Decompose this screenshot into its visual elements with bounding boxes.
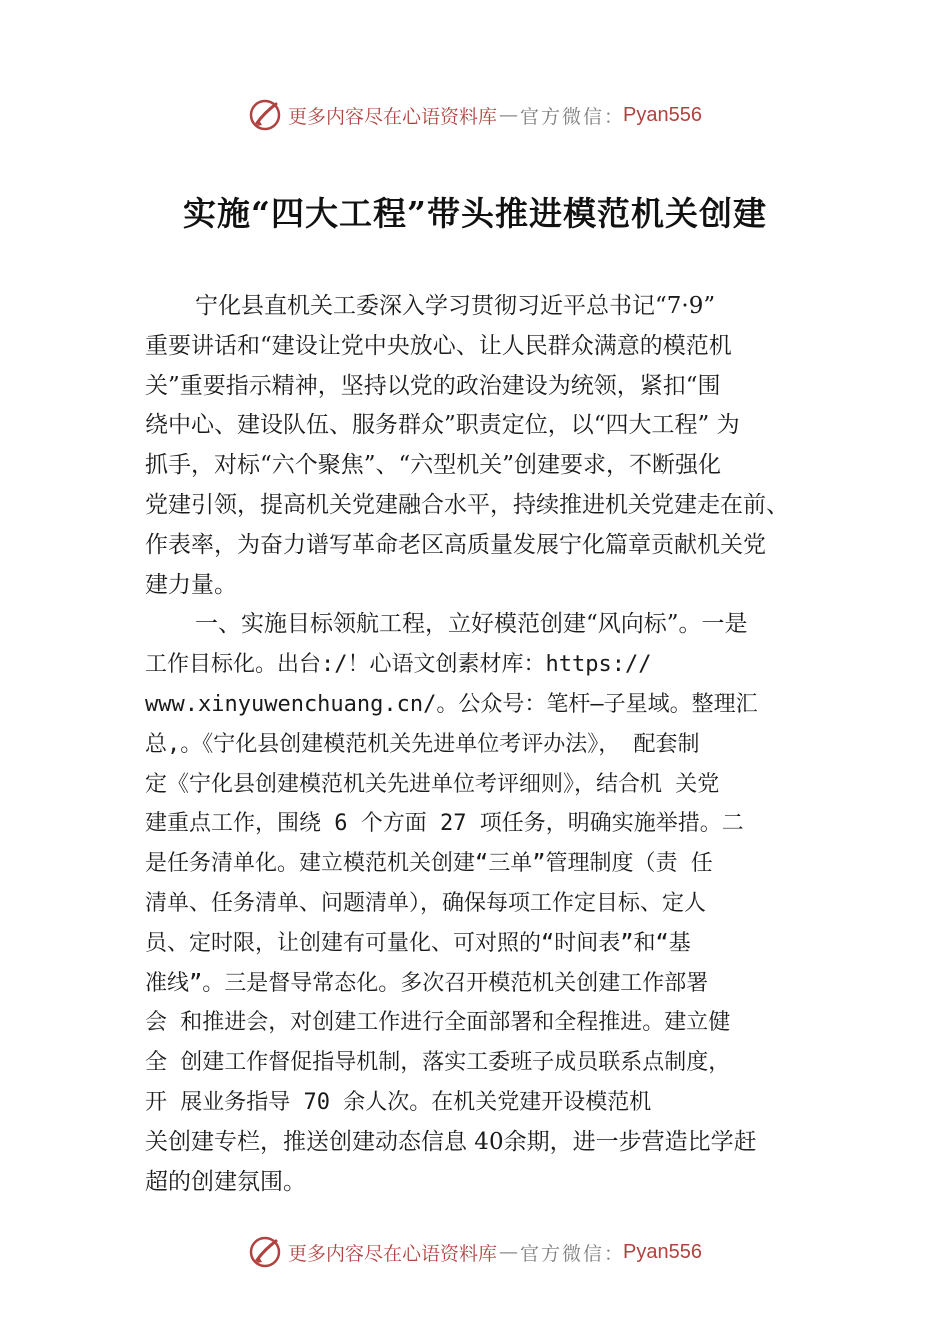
body-line: 全 创建工作督促指导机制，落实工委班子成员联系点制度，: [145, 1050, 731, 1076]
body-line: 作表率，为奋力谱写革命老区高质量发展宁化篇章贡献机关党: [145, 531, 766, 558]
body-line: 清单、任务清单、问题清单），确保每项工作定目标、定人: [145, 890, 707, 916]
banner-wechat-label: 官方微信: [520, 105, 605, 128]
body-line: 是任务清单化。建立模范机关创建“三单”管理制度（责 任: [145, 851, 713, 877]
body-line: 工作目标化。出台:/！心语文创素材库：https://: [145, 652, 652, 678]
body-line: 开 展业务指导 70 余人次。在机关党建开设模范机: [145, 1089, 652, 1115]
banner-dash: —: [499, 104, 518, 126]
banner-dash: —: [499, 1241, 518, 1263]
footer-banner: [0, 1232, 950, 1272]
brush-logo-icon: [248, 98, 282, 132]
body-line: 绕中心、建设队伍、服务群众”职责定位，以“四大工程” 为: [145, 412, 740, 439]
body-line: 关”重要指示精神，坚持以党的政治建设为统领，紧扣“围: [145, 372, 721, 399]
banner-account: Pyan556: [623, 1240, 702, 1263]
banner-wechat-label: 官方微信: [520, 1242, 605, 1265]
body-line: 抓手，对标“六个聚焦”、“六型机关”创建要求，不断强化: [145, 452, 722, 479]
banner-account: Pyan556: [623, 103, 702, 126]
brush-logo-icon: [248, 1235, 282, 1269]
banner-colon: ：: [604, 1242, 624, 1265]
body-line: 一、实施目标领航工程，立好模范创建“风向标”。一是: [195, 611, 748, 638]
body-line: 宁化县直机关工委深入学习贯彻习近平总书记“7·9”: [195, 293, 716, 319]
body-line: 会 和推进会，对创建工作进行全面部署和全程推进。建立健: [145, 1010, 731, 1036]
banner-colon: ：: [604, 105, 624, 128]
body-line: 超的创建氛围。: [145, 1168, 306, 1195]
article-body: [145, 287, 835, 1202]
banner-site-text: 更多内容尽在心语资料库: [287, 1242, 497, 1265]
body-line: 员、定时限，让创建有可量化、可对照的“时间表”和“基: [145, 930, 691, 956]
body-line: 关创建专栏，推送创建动态信息 40余期，进一步营造比学赶: [145, 1128, 757, 1155]
body-line: 建力量。: [145, 571, 237, 598]
body-line: www.xinyuwenchuang.cn/。公众号：笔杆—子星域。整理汇: [145, 691, 758, 717]
body-line: 重要讲话和“建设让党中央放心、让人民群众满意的模范机: [145, 332, 732, 359]
body-line: 定《宁化县创建模范机关先进单位考评细则》，结合机 关党: [145, 771, 720, 797]
page-title: 实施“四大工程”带头推进模范机关创建: [183, 194, 767, 233]
header-banner: [0, 95, 950, 135]
body-line: 党建引领，提高机关党建融合水平，持续推进机关党建走在前、: [145, 491, 789, 518]
body-line: 准线”。三是督导常态化。多次召开模范机关创建工作部署: [145, 970, 709, 996]
body-line: 建重点工作，围绕 6 个方面 27 项任务，明确实施举措。二: [145, 811, 744, 837]
banner-site-text: 更多内容尽在心语资料库: [287, 105, 497, 128]
body-line: 总,。《宁化县创建模范机关先进单位考评办法》， 配套制: [145, 731, 700, 757]
